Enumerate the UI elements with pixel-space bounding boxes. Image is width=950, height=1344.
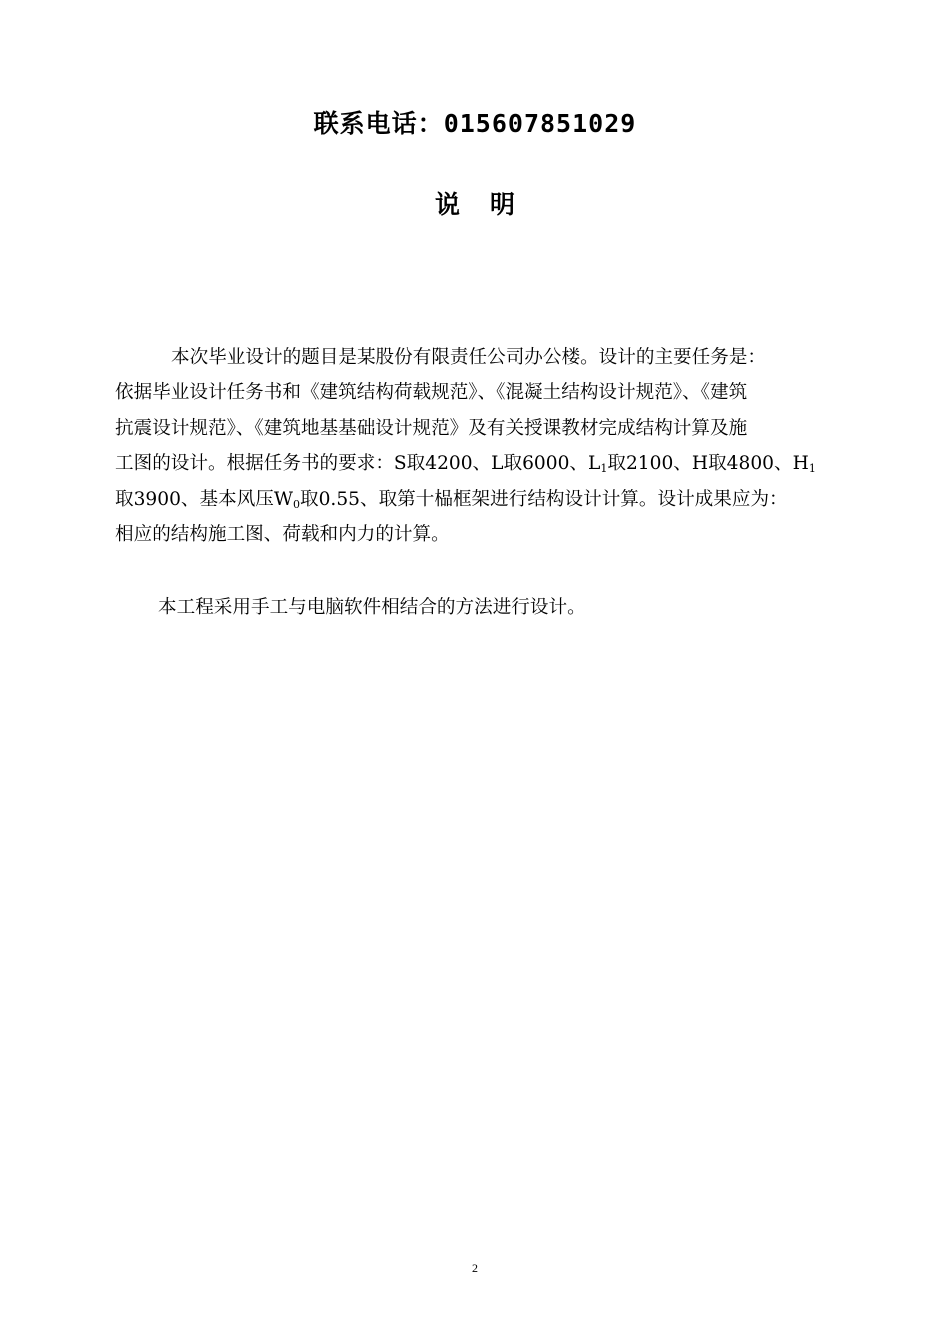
paragraph-line: 依据毕业设计任务书和《建筑结构荷载规范》、《混凝土结构设计规范》、《建筑 (115, 382, 748, 404)
paragraph-line: 相应的结构施工图、荷载和内力的计算。 (115, 524, 450, 546)
subscript: 1 (808, 462, 816, 476)
contact-number: 015607851029 (443, 109, 637, 138)
subscript: 0 (293, 497, 300, 511)
line-segment: 取2100、H取4800、H (607, 453, 809, 475)
paragraph-line (115, 446, 860, 481)
method-paragraph: 本工程采用手工与电脑软件相结合的方法进行设计。 (158, 597, 586, 618)
subscript: 1 (600, 462, 608, 476)
line-segment: 取3900、基本风压W (115, 488, 293, 510)
paragraph-line: 本次毕业设计的题目是某股份有限责任公司办公楼。设计的主要任务是： (171, 347, 767, 368)
paragraph-line: 抗震设计规范》、《建筑地基基础设计规范》及有关授课教材完成结构计算及施 (115, 417, 748, 439)
page-number: 2 (472, 1261, 478, 1275)
contact-label: 联系电话： (313, 109, 444, 138)
description-paragraph (115, 340, 860, 552)
section-title-part2: 明 (490, 190, 516, 219)
section-title (0, 186, 950, 224)
paragraph-line (115, 482, 860, 517)
line-segment: 取0.55、取第十榀框架进行结构设计计算。设计成果应为： (300, 488, 788, 510)
contact-phone-line (0, 106, 950, 142)
section-title-part1: 说 (434, 190, 460, 219)
line-segment: 工图的设计。根据任务书的要求：S取4200、L取6000、L (115, 453, 601, 475)
